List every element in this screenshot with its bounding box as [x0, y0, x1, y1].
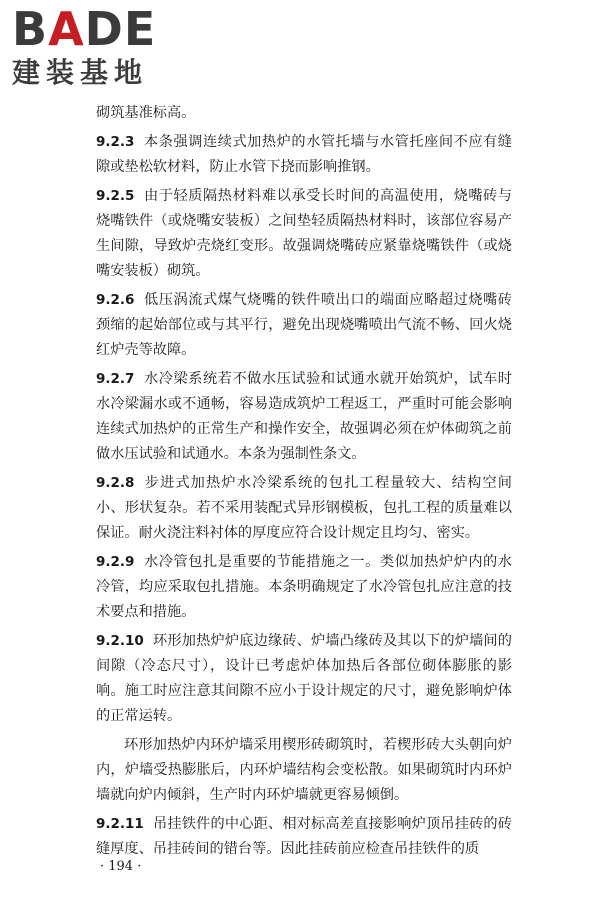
clause-number: 9.2.10	[96, 633, 144, 649]
clause-paragraph	[96, 812, 512, 862]
clause-paragraph	[96, 101, 512, 126]
site-logo	[12, 2, 187, 96]
logo-main-text	[12, 2, 156, 56]
clause-paragraph	[96, 130, 512, 180]
clause-number: 9.2.9	[96, 554, 135, 570]
clause-text: 水冷管包扎是重要的节能措施之一。类似加热炉炉内的水冷管，均应采取包扎措施。本条明确规定了水冷管包扎应注意的技术要点和措施。	[96, 554, 512, 620]
clause-text: 水冷梁系统若不做水压试验和试通水就开始筑炉，试车时水冷梁漏水或不通畅，容易造成筑炉工程返工，严重时可能会影响连续式加热炉的正常生产和操作安全，故强调必须在炉体砌筑之前做水压试验和试通水。本条为强制性条文。	[96, 371, 512, 462]
clause-text: 环形加热炉内环炉墙采用楔形砖砌筑时，若楔形砖大头朝向炉内，炉墙受热膨胀后，内环炉墙结构会变松散。如果砌筑时内环炉墙就向炉内倾斜，生产时内环炉墙就更容易倾倒。	[96, 737, 512, 803]
clause-number: 9.2.3	[96, 134, 135, 150]
clause-number: 9.2.7	[96, 371, 135, 387]
clause-text: 环形加热炉炉底边缘砖、炉墙凸缘砖及其以下的炉墙间的间隙（冷态尺寸），设计已考虑炉体加热后各部位砌体膨胀的影响。施工时应注意其间隙不应小于设计规定的尺寸，避免影响炉体的正常运转。	[96, 633, 512, 724]
page-number: · 194 ·	[100, 859, 142, 874]
clause-paragraph	[96, 733, 512, 808]
logo-letter: A	[48, 2, 85, 56]
document-body	[96, 101, 512, 866]
logo-letter: E	[123, 2, 157, 56]
clause-number: 9.2.5	[96, 188, 135, 204]
clause-paragraph	[96, 288, 512, 363]
clause-number: 9.2.6	[96, 292, 135, 308]
clause-text: 吊挂铁件的中心距、相对标高差直接影响炉顶吊挂砖的砖缝厚度、吊挂砖间的错台等。因此挂砖前应检查吊挂铁件的质	[96, 816, 512, 857]
logo-letter: B	[12, 2, 49, 56]
clause-text: 砌筑基准标高。	[96, 105, 196, 121]
clause-paragraph	[96, 471, 512, 546]
clause-text: 低压涡流式煤气烧嘴的铁件喷出口的端面应略超过烧嘴砖颈缩的起始部位或与其平行，避免出现烧嘴喷出气流不畅、回火烧红炉壳等故障。	[96, 292, 512, 358]
clause-paragraph	[96, 629, 512, 729]
logo-tagline: 建装基地	[12, 56, 149, 89]
clause-number: 9.2.8	[96, 475, 135, 491]
logo-letter: D	[84, 2, 124, 56]
clause-number: 9.2.11	[96, 816, 144, 832]
clause-paragraph	[96, 550, 512, 625]
clause-text: 本条强调连续式加热炉的水管托墙与水管托座间不应有缝隙或垫松软材料，防止水管下挠而影响推钢。	[96, 134, 512, 175]
clause-paragraph	[96, 367, 512, 467]
clause-text: 由于轻质隔热材料难以承受长时间的高温使用，烧嘴砖与烧嘴铁件（或烧嘴安装板）之间垫轻质隔热材料时，该部位容易产生间隙，导致炉壳烧红变形。故强调烧嘴砖应紧靠烧嘴铁件（或烧嘴安装板）砌筑。	[96, 188, 512, 279]
clause-text: 步进式加热炉水冷梁系统的包扎工程量较大、结构空间小、形状复杂。若不采用装配式异形钢模板，包扎工程的质量难以保证。耐火浇注料衬体的厚度应符合设计规定且均匀、密实。	[96, 475, 512, 541]
clause-paragraph	[96, 184, 512, 284]
logo-wordmark	[12, 2, 187, 56]
